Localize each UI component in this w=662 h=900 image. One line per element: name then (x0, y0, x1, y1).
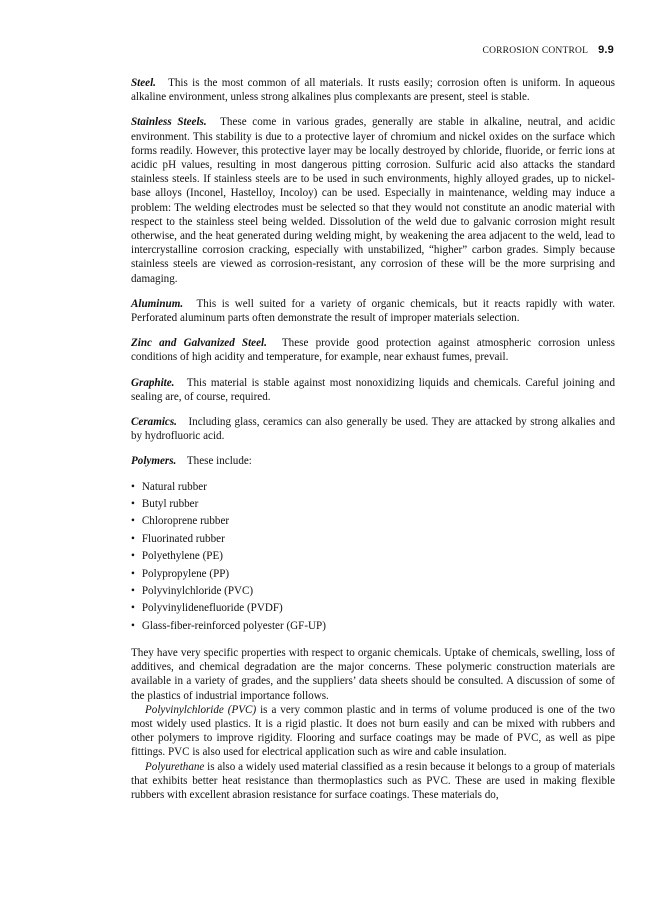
paragraph-polymers (131, 454, 615, 468)
term-pvc: Polyvinylchloride (PVC) (145, 703, 257, 716)
text-ceramics: Including glass, ceramics can also generally be used. They are attacked by strong alkalies and by hydrofluoric acid. (131, 416, 615, 443)
text-polymers: These include: (186, 455, 252, 468)
text-polyurethane: is also a widely used material classified as a resin because it belongs to a group of materials that exhibits better heat resistance than thermoplastics such as PVC. These are used in making flexible rubbers with excellent abrasion resistance for surface coatings. These materials do, (131, 760, 615, 802)
heading-zinc: Zinc and Galvanized Steel. (131, 337, 267, 350)
list-item: • Polyethylene (PE) (131, 549, 615, 563)
paragraph-zinc (131, 336, 615, 364)
text-aluminum: This is well suited for a variety of organic chemicals, but it reacts rapidly with water. Perforated aluminum parts often demonstrate the result of improper materials selection. (131, 297, 615, 325)
list-item: • Glass-fiber-reinforced polyester (GF-UP) (131, 619, 615, 633)
list-item: • Polyvinylchloride (PVC) (131, 584, 615, 598)
polymer-list (131, 480, 615, 633)
heading-stainless-steels: Stainless Steels. (131, 116, 207, 129)
text-pvc: is a very common plastic and in terms of volume produced is one of the two most widely used plastics. It is a rigid plastic. It does not burn easily and can be mixed with rubbers and other polymers to improve rigidity. Flooring and surface coatings may be made of PVC, as well as pipe fittings. PVC is also used for electrical application such as wire and cable insulation. (131, 703, 615, 759)
paragraph-polymers-discussion: They have very specific properties with respect to organic chemicals. Uptake of chemicals, swelling, loss of additives, and chemical degradation are the major concerns. These polymeric construction materials are available in a variety of grades, and the suppliers’ data sheets should be consulted. A discussion of some of the plastics of industrial importance follows. (131, 647, 615, 702)
heading-graphite: Graphite. (131, 376, 175, 389)
running-title: CORROSION CONTROL (482, 46, 589, 56)
section-number: 9.9 (598, 44, 614, 56)
text-stainless-steels: These come in various grades, generally are stable in alkaline, neutral, and acidic environment. This stability is due to a protective layer of chromium and nickel oxides on the surface which forms readily. However, this protective layer may be locally destroyed by chloride, fluoride, or ferric ions at acidic pH values, resulting in most dangerous pitting corrosion. Sulfuric acid also attacks the standard stainless steels. If stainless steels are to be used in such environments, highly alloyed grades, up to nickel-base alloys (Inconel, Hastelloy, Incoloy) can be used. Especially in maintenance, welding may induce a problem: The welding electrodes must be selected so that they would not constitute an anodic material with respect to the stainless steel being welded. Dissolution of the weld due to galvanic corrosion might result otherwise, and the heat generated during welding might, by weakening the area adjacent to the weld, lead to intercrystalline corrosion cracking, especially with unstabilized, “higher” carbon grades. Simply because stainless steels are viewed as corrosion-resistant, any corrosion of these will be the more surprising and damaging. (131, 116, 615, 285)
list-item: • Polypropylene (PP) (131, 567, 615, 581)
heading-aluminum: Aluminum. (131, 297, 184, 310)
list-item: • Polyvinylidenefluoride (PVDF) (131, 601, 615, 615)
text-zinc: These provide good protection against atmospheric corrosion unless conditions of high acidity and temperature, for example, near exhaust fumes, prevail. (131, 337, 616, 364)
paragraph-pvc (131, 703, 615, 760)
term-polyurethane: Polyurethane (145, 760, 205, 773)
paragraph-stainless-steels (131, 115, 615, 285)
list-item: • Chloroprene rubber (131, 514, 615, 528)
list-item: • Butyl rubber (131, 497, 615, 511)
text-steel: This is the most common of all materials. It rusts easily; corrosion often is uniform. In aqueous alkaline environment, unless strong alkalines plus complexants are present, steel is stable. (131, 77, 615, 104)
heading-steel: Steel. (131, 77, 156, 89)
paragraph-aluminum (131, 297, 615, 325)
paragraph-ceramics (131, 415, 615, 443)
list-item: • Natural rubber (131, 480, 615, 494)
text-graphite: This material is stable against most nonoxidizing liquids and chemicals. Careful joining and sealing are, of course, required. (131, 376, 615, 403)
heading-polymers: Polymers. (131, 455, 177, 468)
paragraph-polyurethane (131, 760, 615, 803)
paragraph-steel (131, 76, 615, 104)
body-text (131, 76, 615, 802)
list-item: • Fluorinated rubber (131, 532, 615, 546)
paragraph-graphite (131, 376, 615, 404)
heading-ceramics: Ceramics. (131, 416, 177, 429)
running-header (483, 44, 614, 56)
